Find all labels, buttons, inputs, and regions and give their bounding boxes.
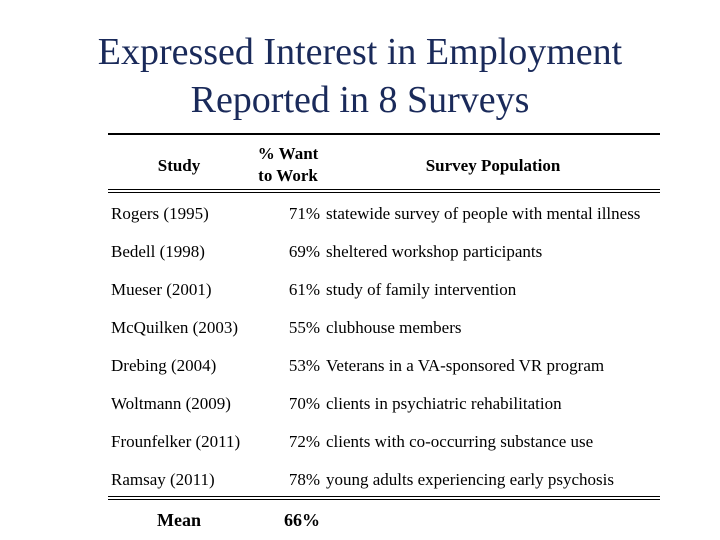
row-study: Ramsay (2011) — [111, 470, 215, 489]
table-row — [108, 423, 660, 461]
row-percent: 61% — [288, 280, 320, 299]
row-percent: 70% — [288, 394, 320, 413]
header-percent-want-to-work — [250, 143, 326, 187]
header-percent-line-2: to Work — [258, 166, 318, 185]
slide-title — [0, 28, 720, 124]
header-study: Study — [157, 156, 201, 175]
mean-value: 66% — [284, 510, 320, 530]
row-population: Veterans in a VA-sponsored VR program — [326, 356, 605, 375]
row-study: Frounfelker (2011) — [111, 432, 241, 451]
table-row — [108, 233, 660, 271]
row-study: Bedell (1998) — [111, 242, 205, 261]
row-percent: 69% — [288, 242, 320, 261]
row-population: statewide survey of people with mental illness — [326, 204, 641, 223]
mean-row — [108, 505, 660, 535]
row-population: sheltered workshop participants — [326, 242, 543, 261]
row-study: Rogers (1995) — [111, 204, 209, 223]
footer-rule-1 — [108, 496, 660, 497]
table-row — [108, 461, 660, 499]
row-percent: 71% — [288, 204, 320, 223]
table-row — [108, 385, 660, 423]
mean-label: Mean — [157, 510, 201, 530]
header-rule-2 — [108, 192, 660, 193]
row-study: Drebing (2004) — [111, 356, 217, 375]
row-percent: 78% — [288, 470, 320, 489]
row-study: Woltmann (2009) — [111, 394, 231, 413]
table-row — [108, 309, 660, 347]
row-population: clients with co-occurring substance use — [326, 432, 594, 451]
table-row — [108, 347, 660, 385]
row-population: clubhouse members — [326, 318, 462, 337]
table-top-rule — [108, 133, 660, 135]
row-population: clients in psychiatric rehabilitation — [326, 394, 562, 413]
row-percent: 55% — [288, 318, 320, 337]
row-percent: 53% — [288, 356, 320, 375]
header-percent-line-1: % Want — [257, 144, 319, 163]
footer-rule-2 — [108, 499, 660, 500]
row-population: young adults experiencing early psychosis — [326, 470, 614, 489]
row-study: Mueser (2001) — [111, 280, 212, 299]
table-row — [108, 271, 660, 309]
header-rule-1 — [108, 189, 660, 190]
row-study: McQuilken (2003) — [111, 318, 239, 337]
title-line-2: Reported in 8 Surveys — [190, 79, 530, 121]
row-percent: 72% — [288, 432, 320, 451]
table-row — [108, 195, 660, 233]
row-population: study of family intervention — [326, 280, 517, 299]
header-survey-population: Survey Population — [425, 156, 561, 175]
title-line-1: Expressed Interest in Employment — [97, 31, 623, 73]
